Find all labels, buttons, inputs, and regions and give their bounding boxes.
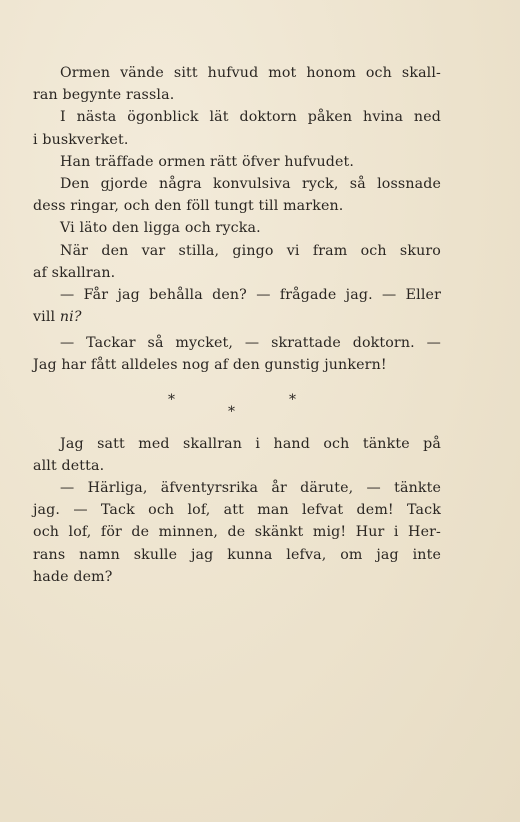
text-line: — Får jag behålla den? — frågade jag. — Eller bbox=[60, 286, 441, 303]
text-line: i buskverket. bbox=[33, 131, 129, 148]
page-text bbox=[33, 62, 441, 588]
text-line: — Tackar så mycket, — skrattade doktorn. — bbox=[60, 335, 441, 352]
text-line: Ormen vände sitt hufvud mot honom och skall- bbox=[60, 65, 441, 81]
italic-word: ni? bbox=[59, 309, 82, 326]
text-line: allt detta. bbox=[33, 457, 105, 474]
text-line: Jag satt med skallran i hand och tänkte på bbox=[60, 435, 441, 452]
separator-star: * bbox=[289, 391, 296, 408]
text-line: hade dem? bbox=[33, 568, 113, 585]
text-line: af skallran. bbox=[33, 264, 116, 281]
text-line: rans namn skulle jag kunna lefva, om jag inte bbox=[33, 546, 441, 563]
text-line: ran begynte rassla. bbox=[33, 87, 175, 104]
separator-star: * bbox=[228, 403, 235, 420]
text-line: — Härliga, äfventyrsrika år därute, — tänkte bbox=[60, 480, 441, 496]
text-line: I nästa ögonblick lät doktorn påken hvina ned bbox=[60, 109, 441, 126]
section-separator bbox=[33, 379, 441, 423]
text-line bbox=[33, 306, 441, 328]
text-line: Vi läto den ligga och rycka. bbox=[60, 220, 261, 237]
text-fragment: vill bbox=[33, 309, 60, 326]
text-line: dess ringar, och den föll tungt till marken. bbox=[33, 198, 344, 215]
text-line: jag. — Tack och lof, att man lefvat dem! Tack bbox=[33, 502, 441, 519]
text-line: Han träffade ormen rätt öfver hufvudet. bbox=[60, 153, 355, 170]
text-line: När den var stilla, gingo vi fram och skuro bbox=[60, 242, 441, 259]
text-line: Den gjorde några konvulsiva ryck, så lossnade bbox=[60, 175, 441, 192]
separator-star: * bbox=[168, 391, 175, 408]
text-line: och lof, för de minnen, de skänkt mig! Hur i Her- bbox=[33, 524, 441, 541]
text-line: Jag har fått alldeles nog af den gunstig junkern! bbox=[33, 357, 387, 374]
